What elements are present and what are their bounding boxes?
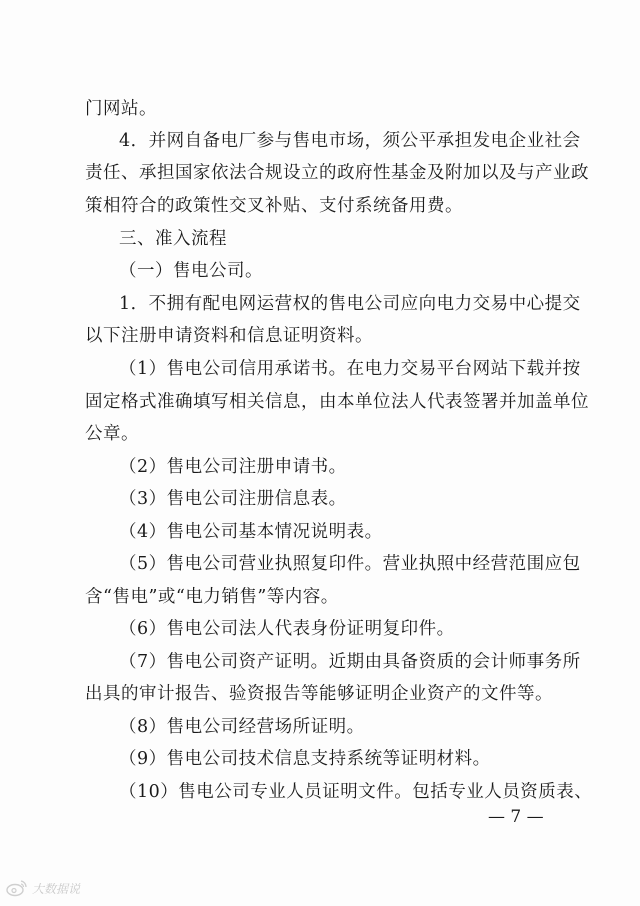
text-line: 门网站。: [85, 99, 157, 119]
section-heading: 三、准入流程: [119, 229, 227, 249]
text-line: 公章。: [85, 424, 139, 444]
text-line: 出具的审计报告、验资报告等能够证明企业资产的文件等。: [85, 684, 553, 704]
list-item: （5）售电公司营业执照复印件。营业执照中经营范围应包: [119, 554, 581, 574]
text-line: 固定格式准确填写相关信息，由本单位法人代表签署并加盖单位: [85, 392, 589, 412]
page-number: — 7 —: [488, 807, 544, 827]
text-line: 1．不拥有配电网运营权的售电公司应向电力交易中心提交: [119, 294, 581, 314]
weibo-logo-icon: [6, 879, 28, 897]
text-line: 策相符合的政策性交叉补贴、支付系统备用费。: [85, 196, 463, 216]
text-line: 责任、承担国家依法合规设立的政府性基金及附加以及与产业政: [85, 163, 589, 183]
subsection-heading: （一）售电公司。: [119, 261, 263, 281]
watermark-text: 大数据说: [32, 881, 81, 896]
text-line: 含“售电”或“电力销售”等内容。: [85, 587, 339, 607]
list-item: （9）售电公司技术信息支持系统等证明材料。: [119, 749, 491, 769]
text-line: 4．并网自备电厂参与售电市场，须公平承担发电企业社会: [119, 131, 581, 151]
watermark: [6, 877, 80, 899]
list-item: （10）售电公司专业人员证明文件。包括专业人员资质表、: [119, 782, 593, 802]
list-item: （8）售电公司经营场所证明。: [119, 717, 365, 737]
list-item: （2）售电公司注册申请书。: [119, 457, 347, 477]
list-item: （4）售电公司基本情况说明表。: [119, 522, 383, 542]
list-item: （7）售电公司资产证明。近期由具备资质的会计师事务所: [119, 652, 581, 672]
list-item: （1）售电公司信用承诺书。在电力交易平台网站下载并按: [119, 359, 581, 379]
list-item: （6）售电公司法人代表身份证明复印件。: [119, 619, 455, 639]
list-item: （3）售电公司注册信息表。: [119, 489, 347, 509]
text-line: 以下注册申请资料和信息证明资料。: [85, 326, 373, 346]
